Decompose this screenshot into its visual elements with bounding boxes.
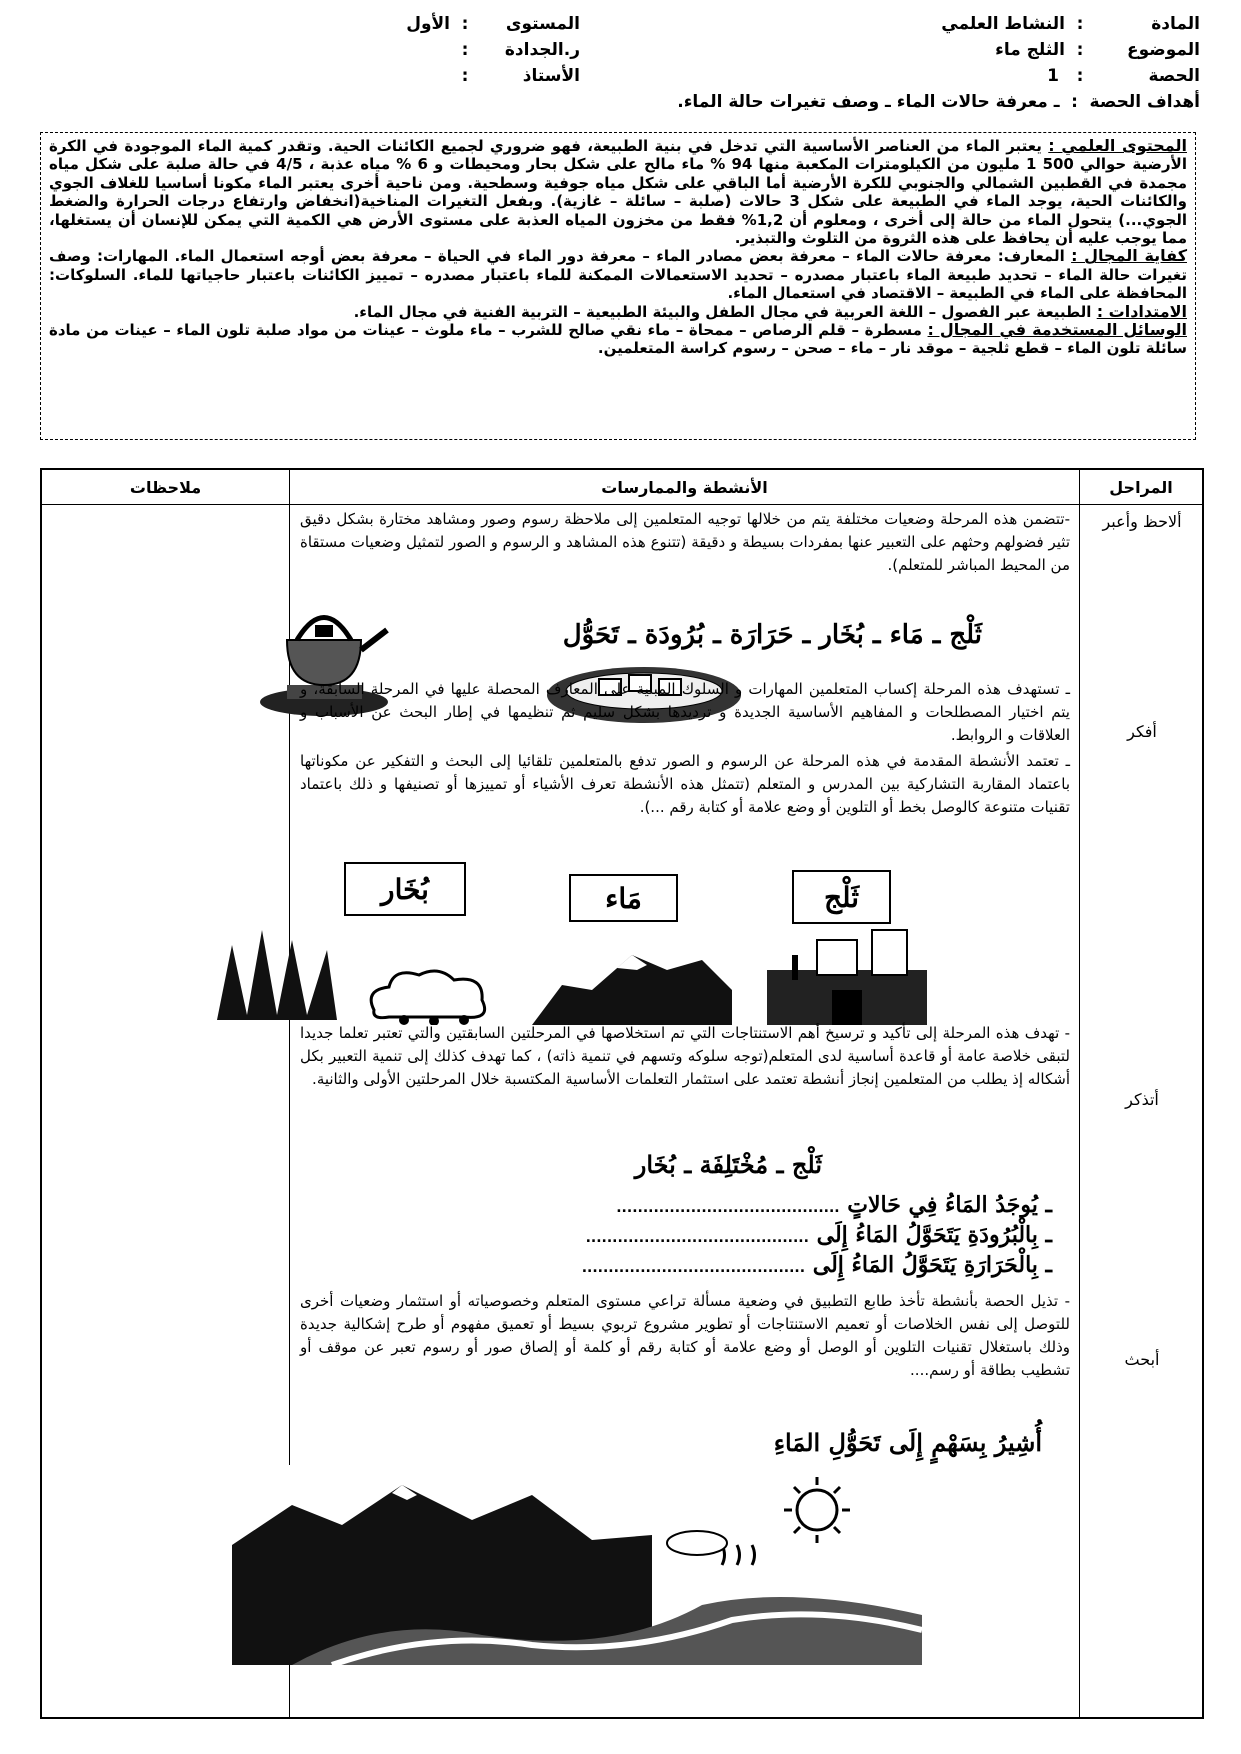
extensions-text: الطبيعة عبر الفصول – اللغة العربية في مجال الطفل والبيئة الطبيعية – التربية الفنية في مجال الماء. [353,302,1092,321]
session-value: 1 [1047,66,1059,86]
competence-title: كفاية المجال : [1071,246,1187,266]
blank-line[interactable]: .......................................... [585,1230,809,1246]
lesson-header [40,14,1200,124]
landscape-icon [232,1465,922,1665]
topic-value: الثلج ماء [995,40,1065,60]
search-paragraph: - تذيل الحصة بأنشطة تأخذ طابع التطبيق في وضعية مسألة تراعي مستوى المتعلم وخصوصياته أو استثمار وضعيات أخرى للتوصل إلى نفس الخلاصات أو تعميم الاستنتاجات أو تطوير مشروع تربوي بسيط أو تعميق مفهوم أو طرح إشكالية جديدة وذلك باستغلال تقنيات التلوين أو الوصل أو وضع علامة أو كتابة رقم أو كلمة أو إلصاق صور أو رسوم تعبر عن موقف أو تشطيب بطاقة أو رسم.... [300,1292,1070,1379]
school-row: ر.الجدادة: [461,40,580,60]
activities-header: الأنشطة والممارسات [290,470,1079,505]
subject-value: النشاط العلمي [941,14,1065,34]
palm-tree-icon [207,925,342,1020]
think-paragraph-1: ـ تستهدف هذه المرحلة إكساب المتعلمين المهارات و السلوك المبنية على المعارف المحصلة عليها في المرحلة السابقة، و يتم اختيار المصطلحات و المفاهيم الأساسية الجديدة و ترديدها بشكل سليم ثم تنظيمها في إطار البحث عن الأسباب و العلاقات و الروابط. [300,680,1070,744]
observe-paragraph: -تتضمن هذه المرحلة وضعيات مختلفة يتم من خلالها توجيه المتعلمين إلى ملاحظة رسوم وصور ومشاهد مختارة بشكل دقيق تثير فضولهم وحثهم على التعبير عنها بمفردات بسيطة و دقيقة (تتنوع هذه المشاهد و الرسوم و الصور لتمثيل وضعيات مستقاة من المحيط المباشر للمتعلم). [300,510,1070,574]
scientific-text: يعتبر الماء من العناصر الأساسية التي تدخل في بنية الطبيعة، فهو ضروري لجميع الكائنات الحية. وتقدر كمية الماء الموجودة في الكرة الأرضية حوالي 500 1 مليون من الكيلومترات المكعبة منها 94 % ماء مالح على شكل بحار ومحيطات و 6 % مياه عذبة ، 4/5 في حالة صلبة على شكل مياه مجمدة في القطبين الشمالي والجنوبي للكرة الأرضية أما الباقي على شكل مياه جوفية وسطحية. ومن ناحية أخرى يعتبر الماء مكونا أساسيا للغلاف الجوي والكائنات الحية، يوجد الماء في الطبيعة على شكل 3 حالات (صلبة – سائلة – غازية). وبفعل التغيرات المناخية(انخفاض وارتفاع درجات الحرارة والضغط الجوي...) يتحول الماء من حالة إلى أخرى ، ومعلوم أن 1,2% فقط من مخزون المياه العذبة على مستوى الأرض هي الكمية التي يمكن للإنسان أن يستغلها، مما يوجب عليه أن يحافظ على هذه الثروة من التلوث والتبذير. [49,137,1188,248]
goals-label: أهداف الحصة [1089,92,1200,112]
fill-sentence-2 [586,1222,1052,1248]
vocabulary-words: ثَلْج ـ مَاء ـ بُخَار ـ حَرَارَة ـ بُرُودَة ـ تَحَوُّل [562,620,982,650]
teacher-label: الأستاذ [522,66,580,86]
notes-header: ملاحظات [42,470,289,505]
stage-remember: أتذكر [1125,1090,1159,1109]
fill-sentence-1 [616,1192,1052,1218]
activities-table [40,468,1204,1719]
goals-value: ـ معرفة حالات الماء ـ وصف تغيرات حالة الماء. [677,92,1060,112]
tools-text: مسطرة – قلم الرصاص – ممحاة – ماء نقي صالح للشرب – ماء ملوث – عينات من مواد صلبة تلون الماء – عينات من مادة سائلة تلون الماء – قطع ثلجية – موقد نار – ماء – صحن – رسوم كراسة المتعلمين. [49,321,1187,358]
fill-sentence-3 [582,1252,1052,1278]
stages-header: المراحل [1080,470,1202,505]
stage-think: أفكر [1127,722,1157,741]
cloud-icon [364,965,494,1025]
level-row: المستوى:الأول [406,14,580,34]
house-icon [762,910,932,1025]
blank-line[interactable]: .......................................... [581,1260,806,1276]
tools-title: الوسائل المستخدمة في المجال : [927,320,1187,340]
stage-observe: ألاحظ وأعبر [1102,512,1182,531]
subject-label: المادة [1151,14,1200,34]
school-label: ر.الجدادة [504,40,580,60]
topic-row: الموضوع:الثلج ماء [925,40,1200,60]
think-paragraph-2: ـ تعتمد الأنشطة المقدمة في هذه المرحلة عن الرسوم و الصور تدفع بالمتعلمين تلقائيا إلى البحث و التفكير عن مكوناتها باعتماد المقاربة التشاركية بين المدرس و المتعلم (تتمثل هذه الأنشطة تعرف الأشياء أو تمييزها أو تصنيفها و ذلك باعتماد تقنيات متنوعة كالوصل بخط أو التلوين أو وضع علامة أو كتابة رقم ...). [300,752,1070,816]
remember-paragraph: - تهدف هذه المرحلة إلى تأكيد و ترسيخ أهم الاستنتاجات التي تم استخلاصها في المرحلتين السابقتين والتي تعتبر تعلما جديدا لتبقى خلاصة عامة أو قاعدة أساسية لدى المتعلم(توجه سلوكه وتسهم في تنمية ذاته) ، كما تهدف كذلك إلى تنمية التعبير بكل أشكاله إذ يطلب من المتعلمين إنجاز أنشطة تعتمد على استثمار التعلمات الأساسية المكتسبة خلال المرحلتين الأولى والثانية. [300,1024,1070,1088]
col-divider [1079,470,1081,1717]
teacher-row: الأستاذ: [461,66,580,86]
session-label: الحصة [1148,66,1200,86]
ice-word-box: ثَلْج [792,870,891,924]
level-value: الأول [406,14,450,34]
fill-sentence-text: ـ بِالْحَرَارَةِ يَتَحَوَّلُ المَاءُ إِلَى [812,1252,1052,1278]
arrow-exercise-title: أُشِيرُ بِسَهْمٍ إِلَى تَحَوُّلِ المَاءِ [773,1428,1042,1457]
water-word-box: مَاء [569,874,678,922]
fill-sentence-text: ـ يُوجَدُ المَاءُ فِي حَالاتٍ [847,1192,1052,1218]
choice-words: ثَلْج ـ مُخْتَلِفَة ـ بُخَار [634,1150,822,1179]
competence-text: المعارف: معرفة حالات الماء – معرفة بعض مصادر الماء – معرفة دور الماء في الحياة – معرفة بعض أوجه استعمال الماء. المهارات: وصف تغيرات حالة الماء – تحديد طبيعة الماء باعتبار مصدره – تحديد الاستعمالات الممكنة للماء باعتبار مصدره – تمييز الكائنات باعتبار حاجياتها للماء. السلوكات: المحافظة على الماء في الطبيعة – الاقتصاد في استعمال الماء. [49,247,1187,303]
scientific-title: المحتوى العلمي : [1048,136,1187,155]
goals-row: أهداف الحصة:ـ معرفة حالات الماء ـ وصف تغيرات حالة الماء. [677,92,1200,112]
steam-word-box: بُخَار [344,862,466,916]
extensions-title: الامتدادات : [1096,301,1187,321]
level-label: المستوى [505,14,580,34]
stage-search: أبحث [1124,1350,1160,1369]
session-row: الحصة:1 [919,66,1200,86]
subject-row: المادة:النشاط العلمي [925,14,1200,34]
scientific-content-box [40,132,1196,440]
fill-sentence-text: ـ بِالْبُرُودَةِ يَتَحَوَّلُ المَاءُ إِلَى [816,1222,1052,1248]
mountains-icon [532,940,732,1025]
blank-line[interactable]: .......................................... [616,1200,840,1216]
topic-label: الموضوع [1127,40,1200,60]
